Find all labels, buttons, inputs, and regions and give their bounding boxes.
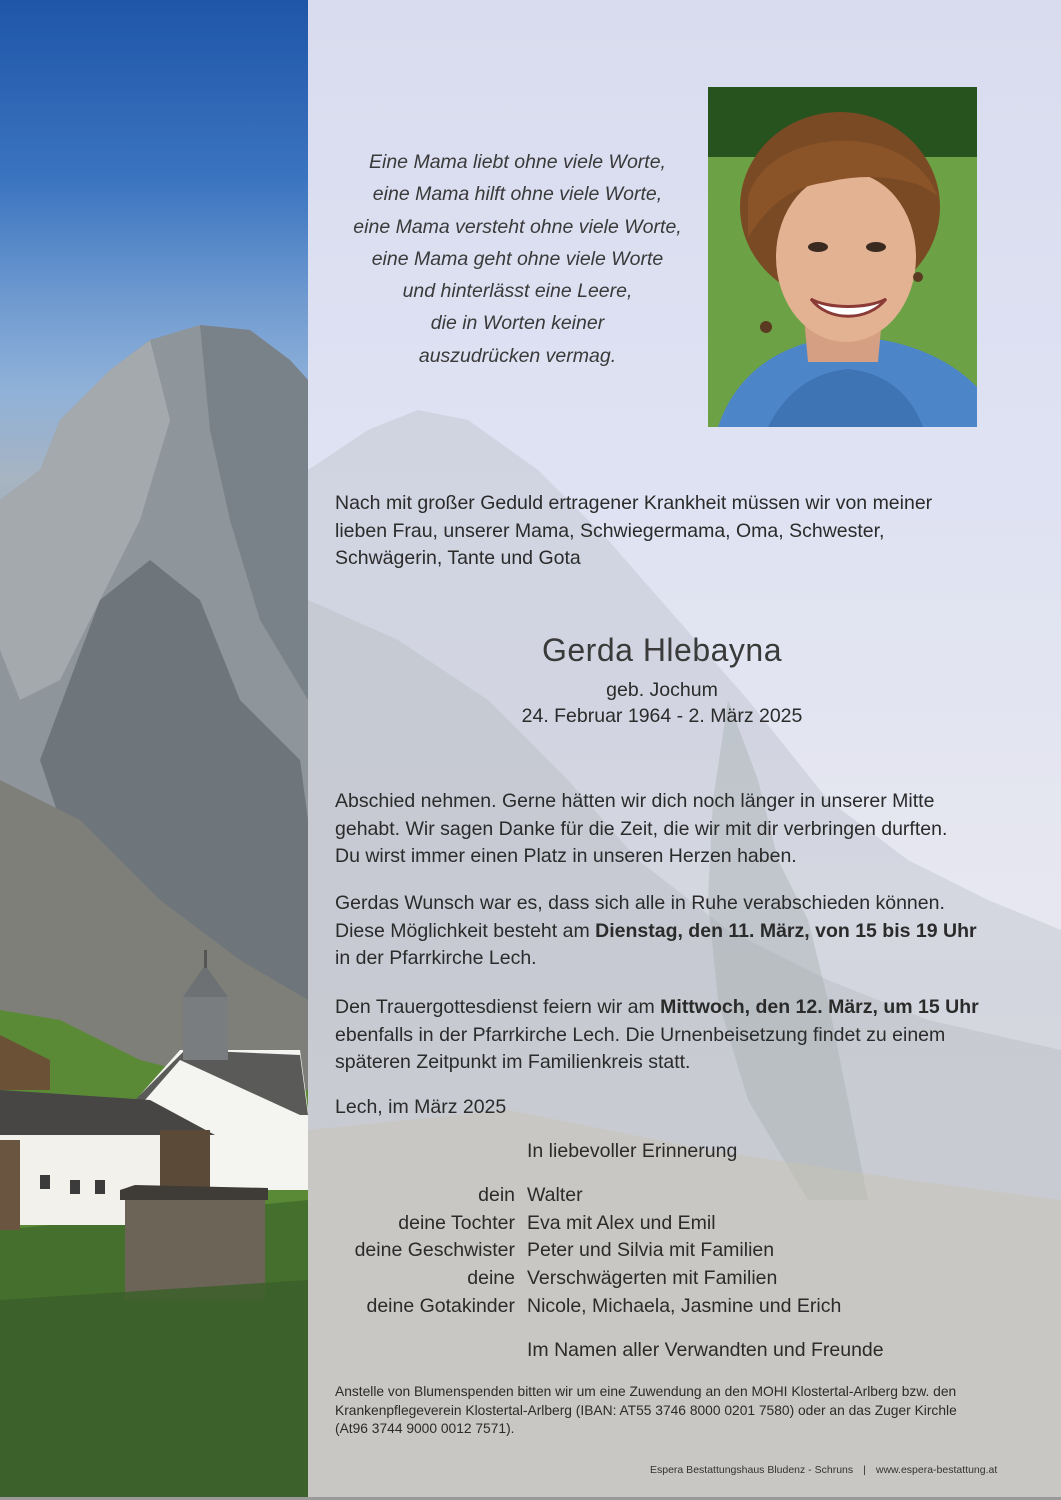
mourner-role: deine Tochter [398, 1211, 515, 1234]
portrait-illustration [708, 87, 977, 427]
funeral-service-paragraph [335, 994, 979, 1077]
farewell-paragraph [335, 788, 947, 871]
viewing-paragraph [335, 890, 977, 973]
intro-paragraph [335, 490, 932, 573]
paragraph-line: Du wirst immer einen Platz in unseren Herzen haben. [335, 845, 797, 867]
life-dates: 24. Februar 1964 - 2. März 2025 [521, 705, 803, 727]
intro-line: Schwägerin, Tante und Gota [335, 547, 581, 569]
intro-line: lieben Frau, unserer Mama, Schwiegermama, Oma, Schwester, [335, 519, 885, 542]
paragraph-line: Gerdas Wunsch war es, dass sich alle in Ruhe verabschieden können. [335, 892, 945, 914]
viewing-date-time: Dienstag, den 11. März, von 15 bis 19 Uhr [595, 919, 977, 942]
donation-line: (At96 3744 9000 0012 7571). [335, 1421, 515, 1436]
intro-line: Nach mit großer Geduld ertragener Krankheit müssen wir von meiner [335, 492, 933, 514]
mourner-role: deine [467, 1267, 515, 1290]
paragraph-line: in der Pfarrkirche Lech. [335, 947, 537, 969]
mourner-names: Verschwägerten mit Familien [527, 1267, 778, 1290]
mourner-names: Eva mit Alex und Emil [527, 1211, 716, 1234]
mourner-row [300, 1210, 1000, 1238]
mourner-row [300, 1265, 1000, 1293]
paragraph-line: Abschied nehmen. Gerne hätten wir dich noch länger in unserer Mitte [335, 790, 935, 812]
donation-line: Krankenpflegeverein Klostertal-Arlberg (IBAN: AT55 3746 8000 0201 7580) oder an das Zuger Kirchle [335, 1402, 957, 1418]
viewing-intro-text: Diese Möglichkeit besteht am [335, 919, 596, 942]
mourner-names: Walter [527, 1184, 583, 1206]
portrait-photo [708, 87, 977, 427]
mourner-role: deine Gotakinder [366, 1294, 515, 1317]
mourner-names: Peter und Silvia mit Familien [527, 1239, 775, 1262]
verse-line: eine Mama geht ohne viele Worte [371, 247, 664, 270]
paragraph-line: ebenfalls in der Pfarrkirche Lech. Die Urnenbeisetzung findet zu einem [335, 1023, 946, 1046]
paragraph-line: späteren Zeitpunkt im Familienkreis statt. [335, 1051, 691, 1073]
maiden-name: geb. Jochum [606, 679, 718, 701]
verse-line: eine Mama hilft ohne viele Worte, [372, 183, 663, 206]
donation-line: Anstelle von Blumenspenden bitten wir um eine Zuwendung an den MOHI Klostertal-Arlberg bzw. den [335, 1384, 957, 1399]
funeral-home-website[interactable]: www.espera-bestattung.at [875, 1464, 998, 1476]
mourner-row [300, 1237, 1000, 1265]
verse-line: eine Mama versteht ohne viele Worte, [353, 215, 682, 238]
memory-line: In liebevoller Erinnerung [527, 1140, 738, 1162]
closing-line: Im Namen aller Verwandten und Freunde [527, 1339, 884, 1361]
mourners-list [300, 1182, 1000, 1320]
paragraph-line [335, 994, 979, 1022]
verse-line: und hinterlässt eine Leere, [402, 280, 633, 303]
paragraph-line: gehabt. Wir sagen Danke für die Zeit, die wir mit dir verbringen durften. [335, 817, 948, 840]
footer-separator: | [863, 1464, 866, 1476]
service-date-time: Mittwoch, den 12. März, um 15 Uhr [660, 996, 979, 1018]
mourner-role: deine Geschwister [354, 1239, 515, 1262]
deceased-name: Gerda Hlebayna [541, 632, 783, 668]
funeral-home-footer [650, 1464, 997, 1476]
donation-note [335, 1383, 957, 1439]
place-and-date: Lech, im März 2025 [335, 1096, 507, 1118]
funeral-home-name: Espera Bestattungshaus Bludenz - Schruns [650, 1464, 854, 1476]
verse-line: Eine Mama liebt ohne viele Worte, [369, 151, 666, 173]
service-intro-text: Den Trauergottesdienst feiern wir am [335, 996, 661, 1018]
mourner-names: Nicole, Michaela, Jasmine und Erich [527, 1294, 842, 1317]
mourner-row [300, 1182, 1000, 1210]
poem-verse [320, 146, 715, 372]
verse-line: auszudrücken vermag. [418, 344, 617, 367]
verse-line: die in Worten keiner [430, 312, 605, 335]
mourner-row [300, 1293, 1000, 1321]
mourner-role: dein [478, 1184, 515, 1206]
paragraph-line [335, 918, 977, 946]
